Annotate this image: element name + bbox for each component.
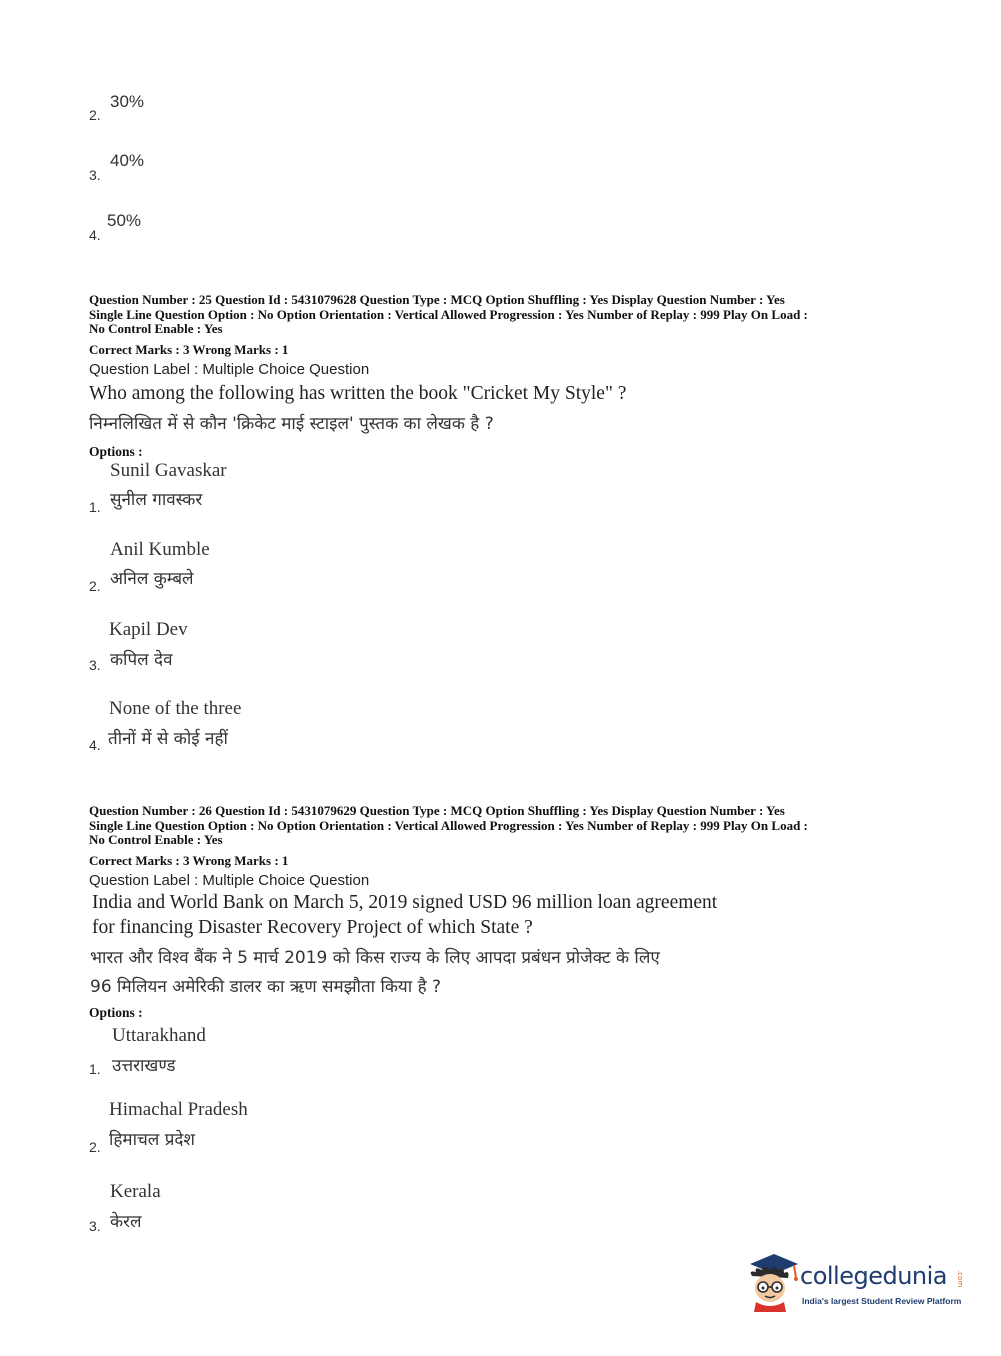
meta-line: Single Line Question Option : No Option Orientation : Vertical Allowed Progression : Yes Number of Replay : 999 Play On Load : — [89, 817, 808, 833]
option-number: 2. — [89, 107, 101, 123]
meta-line: Single Line Question Option : No Option Orientation : Vertical Allowed Progression : Yes Number of Replay : 999 Play On Load : — [89, 306, 808, 322]
option-number: 4. — [89, 737, 101, 753]
option-text: 50% — [107, 211, 142, 230]
question-text-english: Who among the following has written the book "Cricket My Style" ? — [89, 383, 627, 404]
question-text-english: for financing Disaster Recovery Project of which State ? — [92, 917, 533, 938]
option-number: 1. — [89, 499, 101, 515]
logo-tagline: India's largest Student Review Platform — [802, 1296, 962, 1306]
question-meta — [89, 293, 919, 337]
meta-line: Question Number : 25 Question Id : 5431079628 Question Type : MCQ Option Shuffling : Yes Display Question Number : Yes — [89, 292, 785, 307]
options-label: Options : — [89, 444, 143, 459]
option-hindi: हिमाचल प्रदेश — [109, 1130, 195, 1150]
options-label: Options : — [89, 1005, 143, 1020]
option-number: 3. — [89, 657, 101, 673]
option-text: 40% — [110, 151, 145, 170]
option-english: Anil Kumble — [110, 539, 210, 560]
logo-domain: .com — [956, 1270, 964, 1288]
marks-line: Correct Marks : 3 Wrong Marks : 1 — [89, 342, 289, 357]
option-hindi: सुनील गावस्कर — [110, 490, 203, 510]
question-label: Question Label : Multiple Choice Question — [89, 872, 370, 889]
option-number: 2. — [89, 578, 101, 594]
collegedunia-logo[interactable] — [742, 1248, 972, 1316]
question-text-hindi: निम्नलिखित में से कौन 'क्रिकेट माई स्टाइल' पुस्तक का लेखक है ? — [89, 414, 494, 434]
option-hindi: केरल — [110, 1212, 142, 1232]
question-label: Question Label : Multiple Choice Question — [89, 361, 370, 378]
option-hindi: अनिल कुम्बले — [110, 569, 194, 589]
option-english: Uttarakhand — [112, 1025, 206, 1046]
option-number: 1. — [89, 1061, 101, 1077]
option-number: 4. — [89, 227, 101, 243]
option-text: 30% — [110, 92, 145, 111]
meta-line: No Control Enable : Yes — [89, 321, 223, 336]
option-hindi: कपिल देव — [110, 650, 173, 670]
option-hindi: उत्तराखण्ड — [112, 1056, 176, 1076]
option-number: 2. — [89, 1139, 101, 1155]
option-english: Kerala — [110, 1181, 161, 1202]
option-hindi: तीनों में से कोई नहीं — [108, 729, 228, 749]
marks-line: Correct Marks : 3 Wrong Marks : 1 — [89, 853, 289, 868]
option-english: Himachal Pradesh — [109, 1099, 248, 1120]
question-meta — [89, 804, 919, 848]
question-text-hindi: भारत और विश्व बैंक ने 5 मार्च 2019 को किस राज्य के लिए आपदा प्रबंधन प्रोजेक्ट के लिए — [90, 948, 660, 968]
question-text-hindi: 96 मिलियन अमेरिकी डालर का ऋण समझौता किया है ? — [90, 977, 442, 997]
option-english: None of the three — [109, 698, 242, 719]
option-english: Sunil Gavaskar — [110, 460, 227, 481]
mascot-icon — [742, 1250, 802, 1312]
meta-line: Question Number : 26 Question Id : 5431079629 Question Type : MCQ Option Shuffling : Yes Display Question Number : Yes — [89, 803, 785, 818]
option-number: 3. — [89, 167, 101, 183]
option-english: Kapil Dev — [109, 619, 188, 640]
option-number: 3. — [89, 1218, 101, 1234]
meta-line: No Control Enable : Yes — [89, 832, 223, 847]
question-text-english: India and World Bank on March 5, 2019 signed USD 96 million loan agreement — [92, 892, 718, 913]
logo-wordmark: collegedunia — [800, 1262, 948, 1290]
